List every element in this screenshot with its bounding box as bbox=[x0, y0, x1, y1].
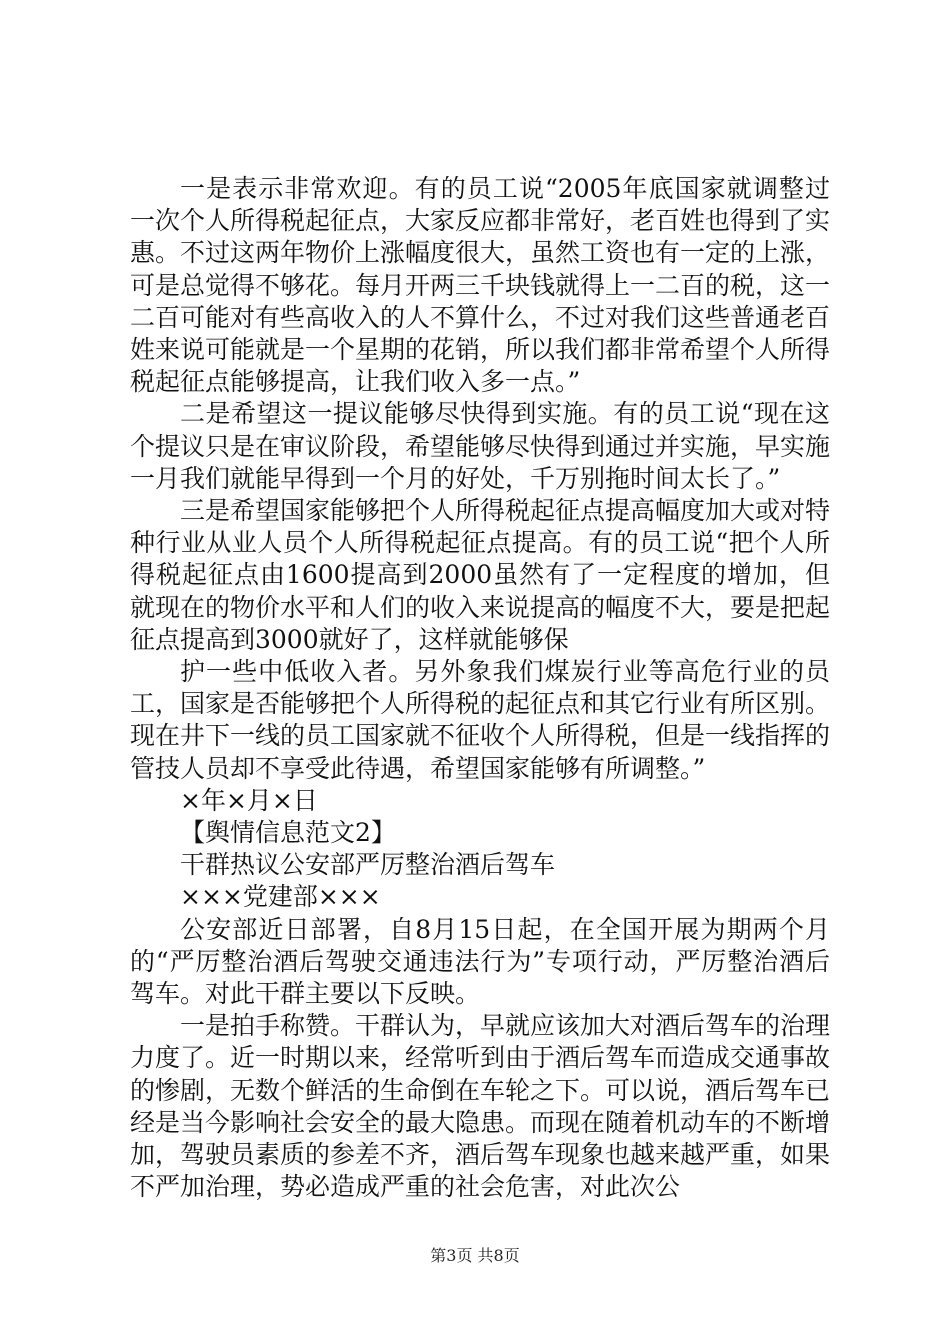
paragraph: 一是表示非常欢迎。有的员工说“2005年底国家就调整过一次个人所得税起征点，大家反应都非常好，老百姓也得到了实惠。不过这两年物价上涨幅度很大，虽然工资也有一定的上涨，可是总觉得不够花。每月开两三千块钱就得上一二百的税，这一二百可能对有些高收入的人不算什么，不过对我们这些普通老百姓来说可能就是一个星期的花销，所以我们都非常希望个人所得税起征点能够提高，让我们收入多一点。” bbox=[130, 174, 831, 397]
article-title: 干群热议公安部严厉整治酒后驾车 bbox=[180, 850, 556, 880]
paragraph: 三是希望国家能够把个人所得税起征点提高幅度加大或对特种行业从业人员个人所得税起征点提高。有的员工说“把个人所得税起征点由1600提高到2000虽然有了一定程度的增加，但就现在的物价水平和人们的收入来说提高的幅度不大，要是把起征点提高到3000就好了，这样就能够保 bbox=[130, 496, 831, 654]
document-body bbox=[130, 173, 830, 1204]
paragraph: 二是希望这一提议能够尽快得到实施。有的员工说“现在这个提议只是在审议阶段，希望能够尽快得到通过并实施，早实施一月我们就能早得到一个月的好处，千万别拖时间太长了。” bbox=[130, 399, 831, 493]
paragraph: 护一些中低收入者。另外象我们煤炭行业等高危行业的员工，国家是否能够把个人所得税的起征点和其它行业有所区别。现在井下一线的员工国家就不征收个人所得税，但是一线指挥的管技人员却不享受此待遇，希望国家能够有所调整。” bbox=[130, 657, 831, 783]
article-author: ×××党建部××× bbox=[180, 882, 381, 912]
date-line: ×年×月×日 bbox=[180, 785, 318, 815]
paragraph: 公安部近日部署，自8月15日起，在全国开展为期两个月的“严厉整治酒后驾驶交通违法行为”专项行动，严厉整治酒后驾车。对此干群主要以下反映。 bbox=[130, 914, 830, 1009]
paragraph: 一是拍手称赞。干群认为，早就应该加大对酒后驾车的治理力度了。近一时期以来，经常听到由于酒后驾车而造成交通事故的惨剧，无数个鲜活的生命倒在车轮之下。可以说，酒后驾车已经是当今影响社会安全的最大隐患。而现在随着机动车的不断增加，驾驶员素质的参差不齐，酒后驾车现象也越来越严重，如果不严加治理，势必造成严重的社会危害，对此次公 bbox=[130, 1011, 831, 1202]
section-heading: 【舆情信息范文2】 bbox=[180, 818, 396, 848]
page-footer: 第3页 共8页 bbox=[430, 1246, 520, 1265]
